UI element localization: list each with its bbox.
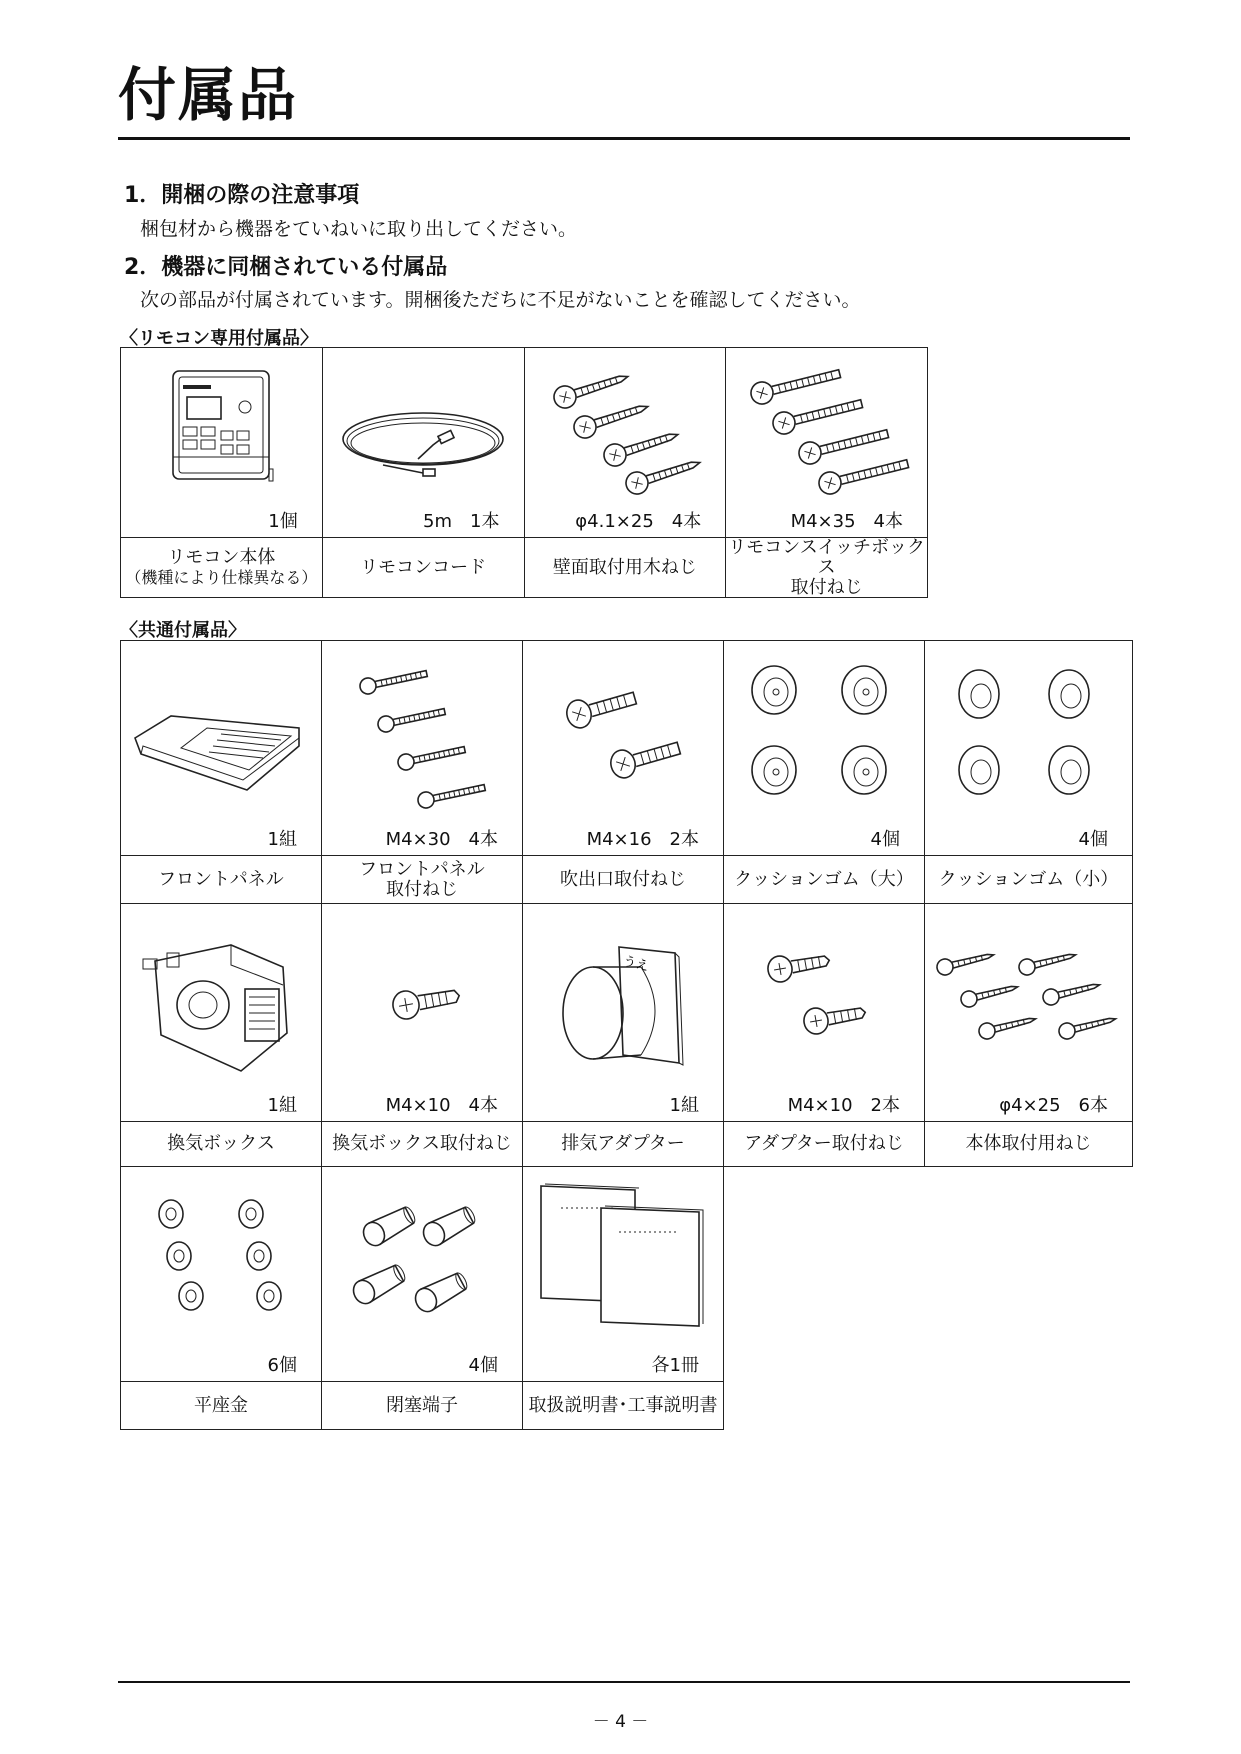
adapter-screw-qty: M4×10 2本 xyxy=(787,1095,900,1116)
common-cell-5 xyxy=(925,641,1133,856)
washer-name: 平座金 xyxy=(121,1382,322,1430)
cushion-large-qty: 4個 xyxy=(870,829,900,850)
panel-screw-icon xyxy=(322,642,522,855)
ventilation-box-qty: 1組 xyxy=(267,1095,297,1116)
common-cell-4 xyxy=(724,641,925,856)
page-title: 付属品 xyxy=(118,61,299,129)
cushion-large-name: クッションゴム（大） xyxy=(724,856,925,904)
front-panel-name: フロントパネル xyxy=(121,856,322,904)
manual-icon xyxy=(523,1168,723,1381)
manual-name: 取扱説明書･工事説明書 xyxy=(523,1382,724,1430)
common-cell-1 xyxy=(121,641,322,856)
adapter-screw-icon xyxy=(724,905,924,1121)
cord-name-cell: リモコンコード xyxy=(322,538,524,598)
common-cell-7 xyxy=(322,904,523,1122)
exhaust-adapter-qty: 1組 xyxy=(669,1095,699,1116)
remote-cell-3 xyxy=(524,348,726,538)
front-panel-icon xyxy=(121,642,321,855)
panel-screw-name: フロントパネル 取付ねじ xyxy=(322,856,523,904)
page-number: － 4 － xyxy=(592,1712,649,1732)
title-rule xyxy=(118,137,1130,140)
washer-icon xyxy=(121,1168,321,1381)
common-accessories-table xyxy=(120,640,1133,1430)
common-cell-13 xyxy=(523,1167,724,1382)
cushion-small-icon xyxy=(925,642,1131,855)
section1-heading: 1．開梱の際の注意事項 xyxy=(124,183,360,208)
footer-rule xyxy=(118,1681,1130,1683)
closed-terminal-qty: 4個 xyxy=(468,1355,498,1376)
common-cell-3 xyxy=(523,641,724,856)
cord-qty: 5m 1本 xyxy=(423,511,500,532)
front-panel-qty: 1組 xyxy=(267,829,297,850)
long-screw-name-cell: リモコンスイッチボックス 取付ねじ xyxy=(726,538,928,598)
box-screw-qty: M4×10 4本 xyxy=(385,1095,498,1116)
common-cell-11 xyxy=(121,1167,322,1382)
adapter-screw-name: アダプター取付ねじ xyxy=(724,1122,925,1167)
remote-name-cell: リモコン本体 （機種により仕様異なる） xyxy=(121,538,323,598)
common-cell-10 xyxy=(925,904,1133,1122)
cushion-large-icon xyxy=(724,642,924,855)
section2-text: 次の部品が付属されています。開梱後ただちに不足がないことを確認してください。 xyxy=(140,289,861,311)
exhaust-adapter-name: 排気アダプター xyxy=(523,1122,724,1167)
common-cell-9 xyxy=(724,904,925,1122)
outlet-screw-qty: M4×16 2本 xyxy=(586,829,699,850)
box-screw-name: 換気ボックス取付ねじ xyxy=(322,1122,523,1167)
outlet-screw-name: 吹出口取付ねじ xyxy=(523,856,724,904)
remote-cell-2 xyxy=(322,348,524,538)
cushion-small-name: クッションゴム（小） xyxy=(925,856,1133,904)
manual-qty: 各1冊 xyxy=(651,1355,699,1376)
remote-accessories-table xyxy=(120,347,928,598)
remote-cell-1 xyxy=(121,348,323,538)
adapter-mark: うえ xyxy=(621,953,651,975)
closed-terminal-icon xyxy=(322,1168,522,1381)
body-screw-qty: φ4×25 6本 xyxy=(999,1095,1108,1116)
body-screw-icon xyxy=(925,905,1131,1121)
common-cell-8 xyxy=(523,904,724,1122)
cushion-small-qty: 4個 xyxy=(1078,829,1108,850)
common-cell-2 xyxy=(322,641,523,856)
remote-group-caption: 〈リモコン専用付属品〉 xyxy=(120,328,318,349)
exhaust-adapter-icon xyxy=(523,905,723,1121)
ventilation-box-name: 換気ボックス xyxy=(121,1122,322,1167)
section2-heading: 2．機器に同梱されている付属品 xyxy=(124,255,448,280)
panel-screw-qty: M4×30 4本 xyxy=(385,829,498,850)
wood-screw-qty: φ4.1×25 4本 xyxy=(575,511,702,532)
remote-qty: 1個 xyxy=(268,511,298,532)
outlet-screw-icon xyxy=(523,642,723,855)
section1-text: 梱包材から機器をていねいに取り出してください。 xyxy=(140,218,578,240)
ventilation-box-icon xyxy=(121,905,321,1121)
washer-qty: 6個 xyxy=(267,1355,297,1376)
body-screw-name: 本体取付用ねじ xyxy=(925,1122,1133,1167)
common-group-caption: 〈共通付属品〉 xyxy=(120,620,246,641)
wood-screw-name-cell: 壁面取付用木ねじ xyxy=(524,538,726,598)
common-cell-12 xyxy=(322,1167,523,1382)
remote-cell-4 xyxy=(726,348,928,538)
long-screw-qty: M4×35 4本 xyxy=(790,511,903,532)
box-screw-icon xyxy=(322,905,522,1121)
common-cell-6 xyxy=(121,904,322,1122)
closed-terminal-name: 閉塞端子 xyxy=(322,1382,523,1430)
